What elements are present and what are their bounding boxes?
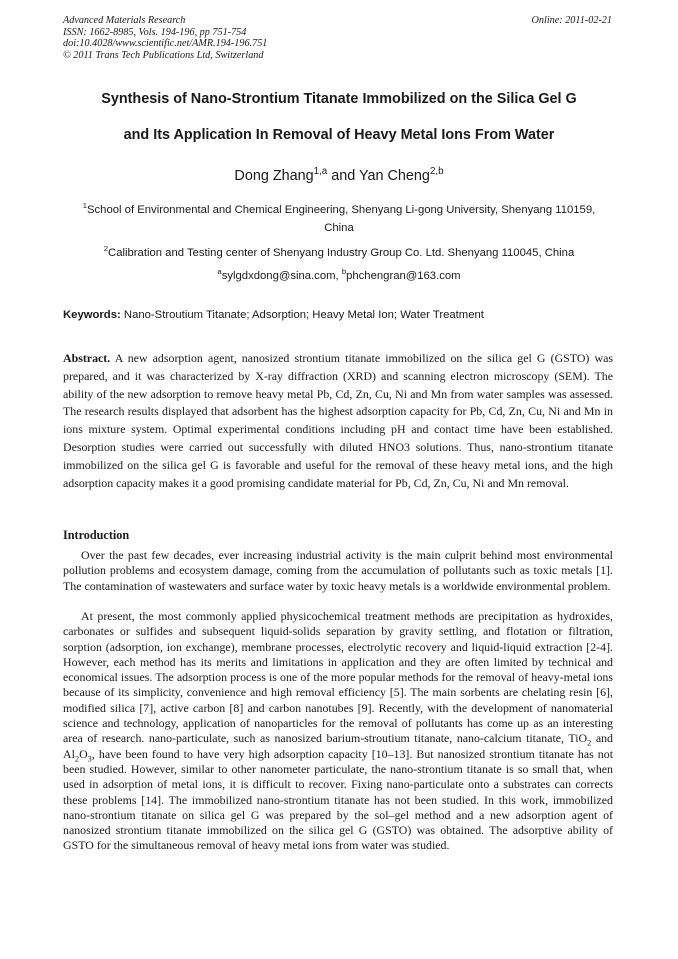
doi-line: doi:10.4028/www.scientific.net/AMR.194-196.751 [63, 38, 268, 50]
affiliation-1-text: School of Environmental and Chemical Engineering, Shenyang Li-gong University, Shenyang 110159, China [87, 204, 596, 234]
author-1-sup: 1,a [313, 166, 328, 178]
keywords-line [63, 309, 484, 321]
keywords-label: Keywords: [63, 309, 121, 321]
intro-paragraph-2 [63, 609, 616, 854]
journal-header [63, 15, 267, 61]
affiliation-1-number: 1 [82, 201, 87, 211]
affiliation-1 [70, 202, 608, 237]
author-line [0, 168, 678, 184]
author-1-name: Dong Zhang [234, 168, 314, 184]
intro-p2-oxygen: O [79, 746, 88, 761]
affiliation-2-text: Calibration and Testing center of Shenyang Industry Group Co. Ltd. Shenyang 110045, China [108, 247, 575, 259]
email-line [70, 268, 608, 286]
affiliation-2 [40, 245, 638, 263]
tio2-subscript: 2 [587, 738, 592, 748]
email-a-sup: a [217, 267, 222, 277]
o3-subscript: 3 [87, 754, 92, 764]
email-b[interactable]: phchengran@163.com [346, 270, 461, 282]
email-a[interactable]: sylgdxdong@sina.com, [221, 270, 342, 282]
paper-title-line-2: and Its Application In Removal of Heavy Metal Ions From Water [123, 127, 555, 143]
keywords-text: Nano-Stroutium Titanate; Adsorption; Heavy Metal Ion; Water Treatment [120, 309, 484, 321]
abstract-text: A new adsorption agent, nanosized strontium titanate immobilized on the silica gel G (GSTO) was prepared, and it was characterized by X-ray diffraction (XRD) and scanning electron microscopy (SEM). The ability of the new adsorption to remove heavy metal Pb, Cd, Zn, Cu, Ni and Mn from water samples was assessed. The research results displayed that adsorbent has the highest adsorption capacity for Pb, Cd, Zn, Cu, Ni and Mn in ions mixture system. Optimal experimental conditions including pH and contact time have been established. Desorption studies were carried out successfully with diluted HNO3 solutions. Thus, nano-strontium titanate immobilized on the silica gel G is favorable and useful for the removal of these heavy metal ions, and the high adsorption capacity makes it a good promising candidate material for Pb, Cd, Zn, Cu, Ni and Mn removal. [63, 351, 616, 490]
email-b-sup: b [341, 267, 347, 277]
author-2-sup: 2,b [429, 166, 444, 178]
intro-p2-part-a: At present, the most commonly applied physicochemical treatment methods are precipitation as hydroxides, carbonates or sulfides and subsequent liquid-solids separation by gravity settling, and flotation or filtration, sorption (adsorption, ion exchange), membrane processes, electrolytic recovery and liquid-liquid extraction [2-4]. However, each method has its merits and limitations in application and they are often limited by technical and economical issues. The adsorption process is one of the more popular methods for the removal of heavy-metal ions because of its simplicity, convenience and high removal efficiency [5]. The main sorbents are chelating resin [6], modified silica [7], active carbon [8] and carbon nanotubes [9]. Recently, with the development of nanomaterial science and technology, application of nanoparticles for the removal of pollutants has come up as an interesting area of research. nano-particulate, such as nanosized barium-stroutium titanate, nano-calcium titanate, TiO [63, 609, 613, 746]
introduction-heading: Introduction [63, 528, 130, 542]
author-2-name: Yan Cheng [359, 168, 430, 184]
paper-title-line-1: Synthesis of Nano-Strontium Titanate Immobilized on the Silica Gel G [101, 91, 577, 107]
abstract-label: Abstract. [63, 351, 111, 365]
affiliation-2-number: 2 [103, 244, 109, 254]
copyright-line: © 2011 Trans Tech Publications Ltd, Switzerland [63, 49, 264, 61]
intro-paragraph-1: Over the past few decades, ever increasing industrial activity is the main culprit behind most environmental pollution problems and ecosystem damage, coming from the accumulation of pollutants such as toxic metals [1]. The contamination of wastewaters and surface water by toxic heavy metals is a worldwide environmental problem. [63, 548, 613, 593]
al2-subscript: 2 [74, 754, 80, 764]
intro-p2-and: and Al [63, 731, 616, 761]
author-conjunction: and [327, 168, 359, 184]
intro-p2-part-b: , have been found to have very high adsorption capacity [10–13]. But nanosized strontium titanate has not been studied. However, similar to other nanometer particulate, the nano-strontium titanate is so small that, when used in adsorption of metal ions, it is difficult to recover. Fixing nano-particulate onto a substrates can corrects these problems [14]. The immobilized nano-strontium titanate has not been studied. In this work, immobilized nano-strontium titanate on silica gel G was prepared by the sol–gel method and a new adsorption agent of nanosized strontium titanate immobilized on the silica gel G (GSTO) was obtained. The adsorptive ability of GSTO for the simultaneous removal of heavy metal ions from water was studied. [63, 746, 613, 853]
issn-line: ISSN: 1662-8985, Vols. 194-196, pp 751-754 [63, 26, 247, 38]
journal-name: Advanced Materials Research [63, 15, 186, 26]
abstract-paragraph [63, 350, 616, 492]
online-date: Online: 2011-02-21 [531, 15, 612, 26]
